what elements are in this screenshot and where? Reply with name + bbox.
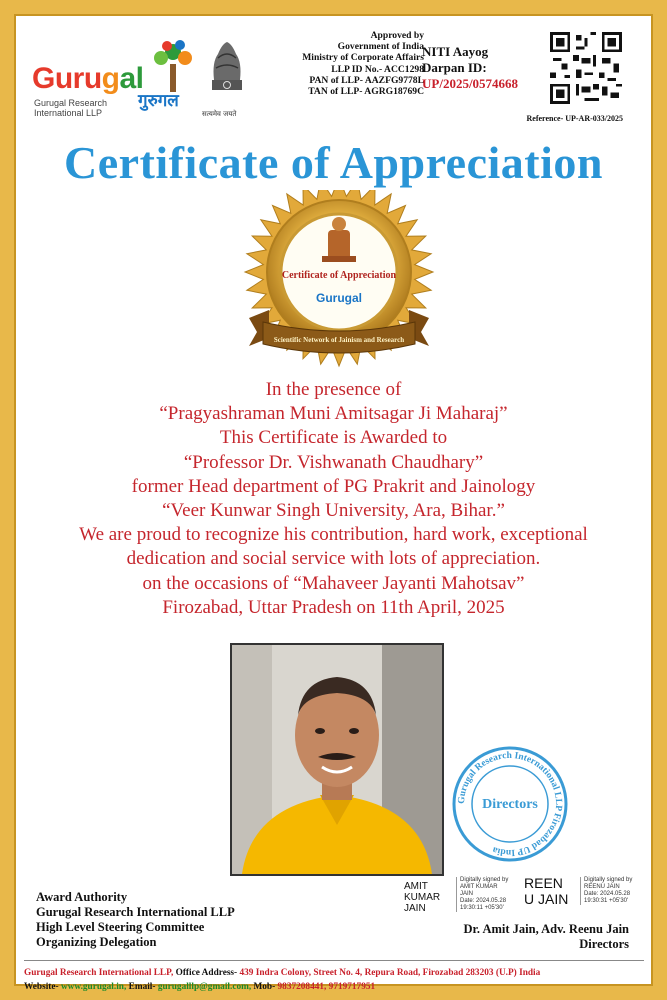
seal-ribbon-text: Scientific Network of Jainism and Research [273,336,405,344]
logo-subtitle: Gurugal Research International LLP [34,98,108,118]
website-link[interactable]: www.gurugal.in, [60,982,127,992]
footer: Gurugal Research International LLP, Office Address- 439 Indra Colony, Street No. 4, Repura Road, Firozabad 283203 (U.P) India Website- www.gurugal.in, Email- gurugalllp@gmail.com, Mob- 9837208441, 9719717951 [24,968,541,992]
digital-signature-details: Digitally signed by AMIT KUMAR JAIN Date: 2024.05.28 19:30:11 +05'30' [456,877,528,912]
logo-hindi: गुरुगल [138,91,179,111]
qr-code-icon [550,32,622,104]
award-seal [229,190,449,375]
body-line: Firozabad, Uttar Pradesh on 11th April, 2025 [162,596,505,618]
body-line: dedication and social service with lots of appreciation. [126,548,541,570]
seal-label: Certificate of Appreciation [281,270,397,281]
award-authority: Award Authority Gurugal Research International LLP High Level Steering Committee Organizing Delegation [36,890,235,949]
tree-icon [143,36,203,96]
body-line: This Certificate is Awarded to [219,427,448,449]
body-line: former Head department of PG Prakrit and Jainology [131,475,536,497]
stamp-ring-text: Gurugal Research International LLP Firozabad UP India [456,750,564,858]
digital-signature-details: Digitally signed by REENU JAIN Date: 2024.05.28 19:30:31 +05'30' [580,877,648,905]
directors-block: Dr. Amit Jain, Adv. Reenu Jain Directors [463,922,629,951]
approval-details: Approved by Government of India Ministry of Corporate Affairs LLP ID No.- ACC1298 PAN of LLP- AAZFG9778L TAN of LLP- AGRG18769C [302,30,424,98]
directors-stamp [450,744,570,864]
footer-divider [24,960,644,961]
recipient-photo [230,643,444,876]
gurugal-logo [28,32,208,122]
certificate-title: Certificate of Appreciation [64,137,603,188]
email-link[interactable]: gurugalllp@gmail.com, [157,982,252,992]
stamp-center-text: Directors [482,797,538,812]
header [14,14,653,134]
logo-wordmark: Gurugal [32,62,144,95]
certificate-body [14,378,653,620]
body-line: In the presence of [265,379,402,400]
body-line: “Professor Dr. Vishwanath Chaudhary” [183,451,484,473]
body-line: on the occasions of “Mahaveer Jayanti Mahotsav” [142,572,525,594]
ashoka-emblem-icon [204,32,250,108]
seal-logo: Gurugal [315,291,363,305]
body-line: “Pragyashraman Muni Amitsagar Ji Maharaj” [159,403,508,425]
certificate-page: Gurugal गुरुगल Gurugal Research International LLP सत्यमेव जयते Approved by Government of India Ministry of Corporate Affairs LLP ID No.- ACC1298 PAN of LLP- AAZFG9778L TAN of LLP- AGRG18769C NITI Aayog Darpan ID: UP/2025/0574668 Reference- UP-AR-033/2025 Certificate of Appreciation Certificate of Appreciation Gurugal Scientific Network of Jainism and Research In the presence of “Pragyashraman Muni Amitsagar Ji Maharaj” This Certificate is Awarded to “Professor Dr. Vishwanath Chaudhary” former Head department of PG Prakrit and Jainology “Veer Kunwar Singh University, Ara, Bihar.” We are proud to recognize his contribution, hard work, exceptional dedication and social service with lots of appreciation. on the occasions of “Mahaveer Jayanti Mahotsav” Firozabad, Uttar Pradesh on 11th April, 2025 Gurugal Research International LLP Firozabad UP India Directors AMIT KUMAR JAIN Digitally signed by AMIT KUMAR JAIN Date: 2024.05.28 19:30:11 +05'30' REEN U JAIN Digitally signed by REENU JAIN Date: 2024.05.28 19:30:31 +05'30' Award Authority Gurugal Research International LLP High Level Steering Committee Organizing Delegation Dr. Amit Jain, Adv. Reenu Jain Directors Gurugal Research International LLP, Office Address- 439 Indra Colony, Street No. 4, Repura Road, Firozabad 283203 (U.P) India Website- www.gurugal.in, Email- gurugalllp@gmail.com, Mob- 9837208441, 9719717951 [0,0,667,1000]
reference-number: Reference- UP-AR-033/2025 [526,114,623,123]
body-line: “Veer Kunwar Singh University, Ara, Bihar.” [162,500,505,522]
niti-aayog-block: NITI Aayog Darpan ID: UP/2025/0574668 [422,44,519,91]
emblem-caption: सत्यमेव जयते [202,110,237,118]
body-line: We are proud to recognize his contribution, hard work, exceptional [79,524,588,546]
